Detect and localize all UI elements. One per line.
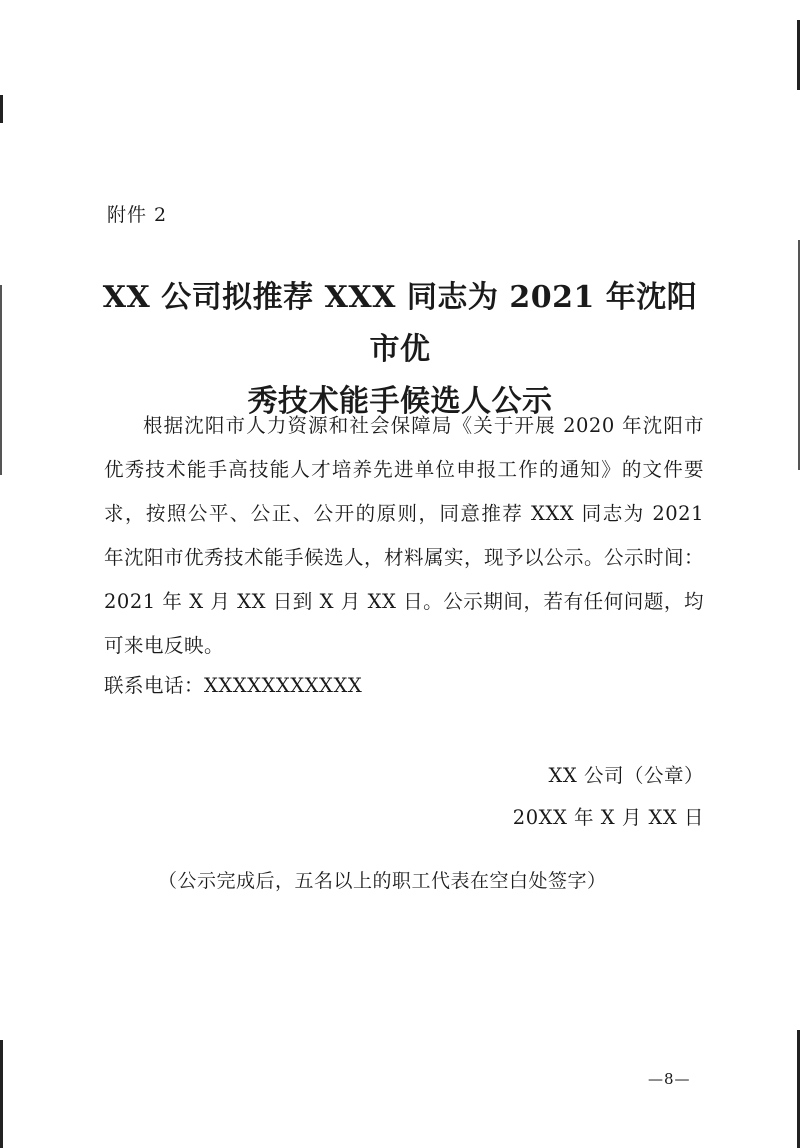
attachment-label: 附件 2 (107, 204, 168, 226)
scan-edge-mark (0, 95, 3, 123)
signature-note: （公示完成后，五名以上的职工代表在空白处签字） (158, 870, 607, 892)
title-line-1: XX 公司拟推荐 XXX 同志为 2021 年沈阳市优 (102, 280, 698, 367)
signature-date: 20XX 年 X 月 XX 日 (512, 806, 704, 829)
body-paragraph: 根据沈阳市人力资源和社会保障局《关于开展 2020 年沈阳市优秀技术能手高技能人才培养先进单位申报工作的通知》的文件要求，按照公平、公正、公开的原则，同意推荐 XXX 同志为 2021 年沈阳市优秀技术能手候选人，材料属实，现予以公示。公示时间：2021 年 X 月 XX 日到 X 月 XX 日。公示期间，若有任何问题，均可来电反映。 (104, 414, 705, 657)
scan-edge-mark (0, 285, 2, 475)
title-line-2: 秀技术能手候选人公示 (247, 384, 553, 419)
contact-phone: 联系电话：XXXXXXXXXXX (104, 674, 363, 697)
scan-edge-mark (0, 1040, 3, 1148)
page-number: —8— (648, 1070, 691, 1088)
company-seal-line: XX 公司（公章） (548, 764, 704, 787)
